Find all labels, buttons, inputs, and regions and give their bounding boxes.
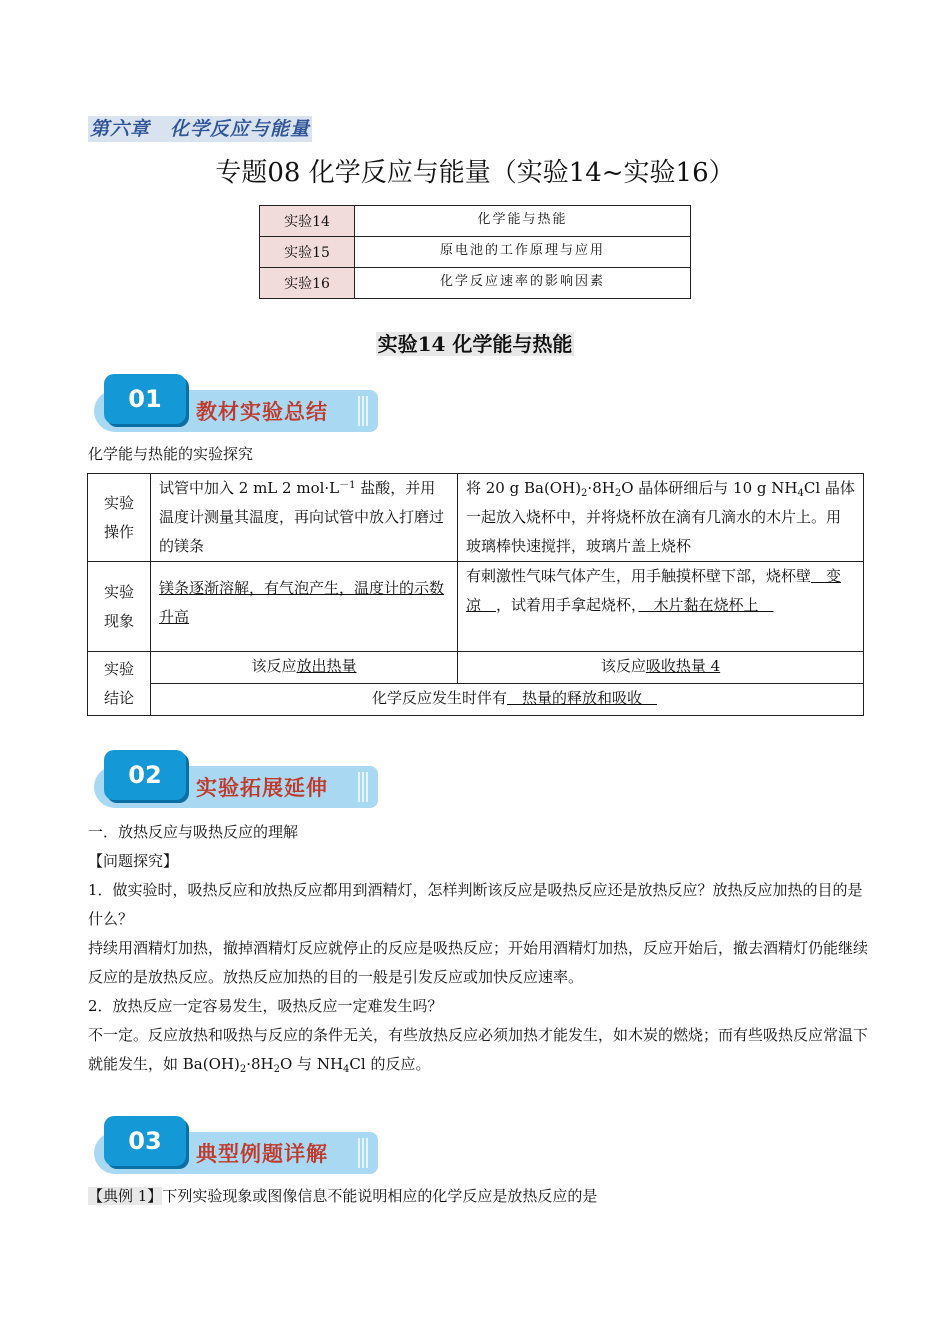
row-header-phenomenon: 实验 现象: [88, 562, 151, 652]
conclusion-summary: 化学反应发生时伴有 热量的释放和吸收: [151, 684, 864, 716]
table-row: [260, 268, 691, 299]
example-text: 下列实验现象或图像信息不能说明相应的化学反应是放热反应的是: [162, 1187, 598, 1205]
table-row: [260, 237, 691, 268]
question-1: 1．做实验时，吸热反应和放热反应都用到酒精灯，怎样判断该反应是吸热反应还是放热反应？放热反应加热的目的是什么？: [88, 881, 863, 928]
experiment-table: [87, 473, 864, 716]
topic-value: 化学能与热能: [355, 206, 691, 237]
topic-value: 原电池的工作原理与应用: [355, 237, 691, 268]
table-row: [88, 474, 864, 562]
experiment-title: 实验14 化学能与热能: [377, 332, 573, 356]
inquiry-label: 【问题探究】: [88, 852, 179, 870]
table-row: [88, 652, 864, 684]
table-row: [260, 206, 691, 237]
operation-cell-1: 试管中加入 2 mL 2 $mol\cdot L^{-1}$ 盐酸，并用温度计测量其温度，再向试管中放入打磨过的镁条: [151, 474, 458, 562]
section-number: 03: [104, 1116, 186, 1166]
section-number: 02: [104, 750, 186, 800]
section-label: 实验拓展延伸: [196, 776, 328, 800]
section2-body: [88, 818, 868, 1079]
row-header-conclusion: 实验 结论: [88, 652, 151, 716]
example-tag: 【典例 1】: [88, 1187, 163, 1205]
banner-stripe-decoration: [358, 772, 368, 802]
row-header-operation: 实验 操作: [88, 474, 151, 562]
question-2: 2．放热反应一定容易发生，吸热反应一定难发生吗？: [88, 997, 443, 1015]
section-banner-02: [88, 750, 380, 812]
chapter-label: 第六章 化学反应与能量: [90, 118, 311, 140]
section-label: 教材实验总结: [196, 400, 328, 424]
section-banner-01: [88, 374, 380, 436]
topic-key: 实验14: [260, 206, 355, 237]
conclusion-cell-1: 该反应放出热量: [151, 652, 458, 684]
section-label: 典型例题详解: [196, 1142, 328, 1166]
topic-table: [259, 205, 691, 299]
topic-key: 实验16: [260, 268, 355, 299]
operation-cell-2: 将 20 g $Ba(OH)_2\cdot 8H_2O$ 晶体研细后与 10 g $NH_4Cl$ 晶体一起放入烧杯中，并将烧杯放在滴有几滴水的木片上。用玻璃棒快速搅拌，玻璃片盖上烧杯: [458, 474, 864, 562]
example-1: [88, 1182, 868, 1211]
banner-stripe-decoration: [358, 1138, 368, 1168]
answer-1: 持续用酒精灯加热，撤掉酒精灯反应就停止的反应是吸热反应；开始用酒精灯加热，反应开始后，撤去酒精灯仍能继续反应的是放热反应。放热反应加热的目的一般是引发反应或加快反应速率。: [88, 939, 869, 986]
banner-stripe-decoration: [358, 396, 368, 426]
phenomenon-cell-1: 镁条逐渐溶解，有气泡产生，温度计的示数升高: [151, 562, 458, 652]
conclusion-cell-2: 该反应吸收热量 4: [458, 652, 864, 684]
answer-2: 不一定。反应放热和吸热与反应的条件无关，有些放热反应必须加热才能发生，如木炭的燃烧；而有些吸热反应常温下就能发生，如 $Ba(OH)_2\cdot 8H_2O$ 与 $NH_4Cl$ 的反应。: [88, 1026, 869, 1075]
topic-value: 化学反应速率的影响因素: [355, 268, 691, 299]
table-row: [88, 684, 864, 716]
table-caption: 化学能与热能的实验探究: [88, 445, 254, 463]
page-title: 专题08 化学反应与能量（实验14~实验16）: [215, 158, 735, 188]
section2-heading: 一．放热反应与吸热反应的理解: [88, 823, 299, 841]
section-banner-03: [88, 1116, 380, 1178]
phenomenon-cell-2: 有刺激性气味气体产生，用手触摸杯壁下部，烧杯壁 变凉 ，试着用手拿起烧杯， 木片黏在烧杯上: [458, 562, 864, 652]
section-number: 01: [104, 374, 186, 424]
topic-key: 实验15: [260, 237, 355, 268]
table-row: [88, 562, 864, 652]
